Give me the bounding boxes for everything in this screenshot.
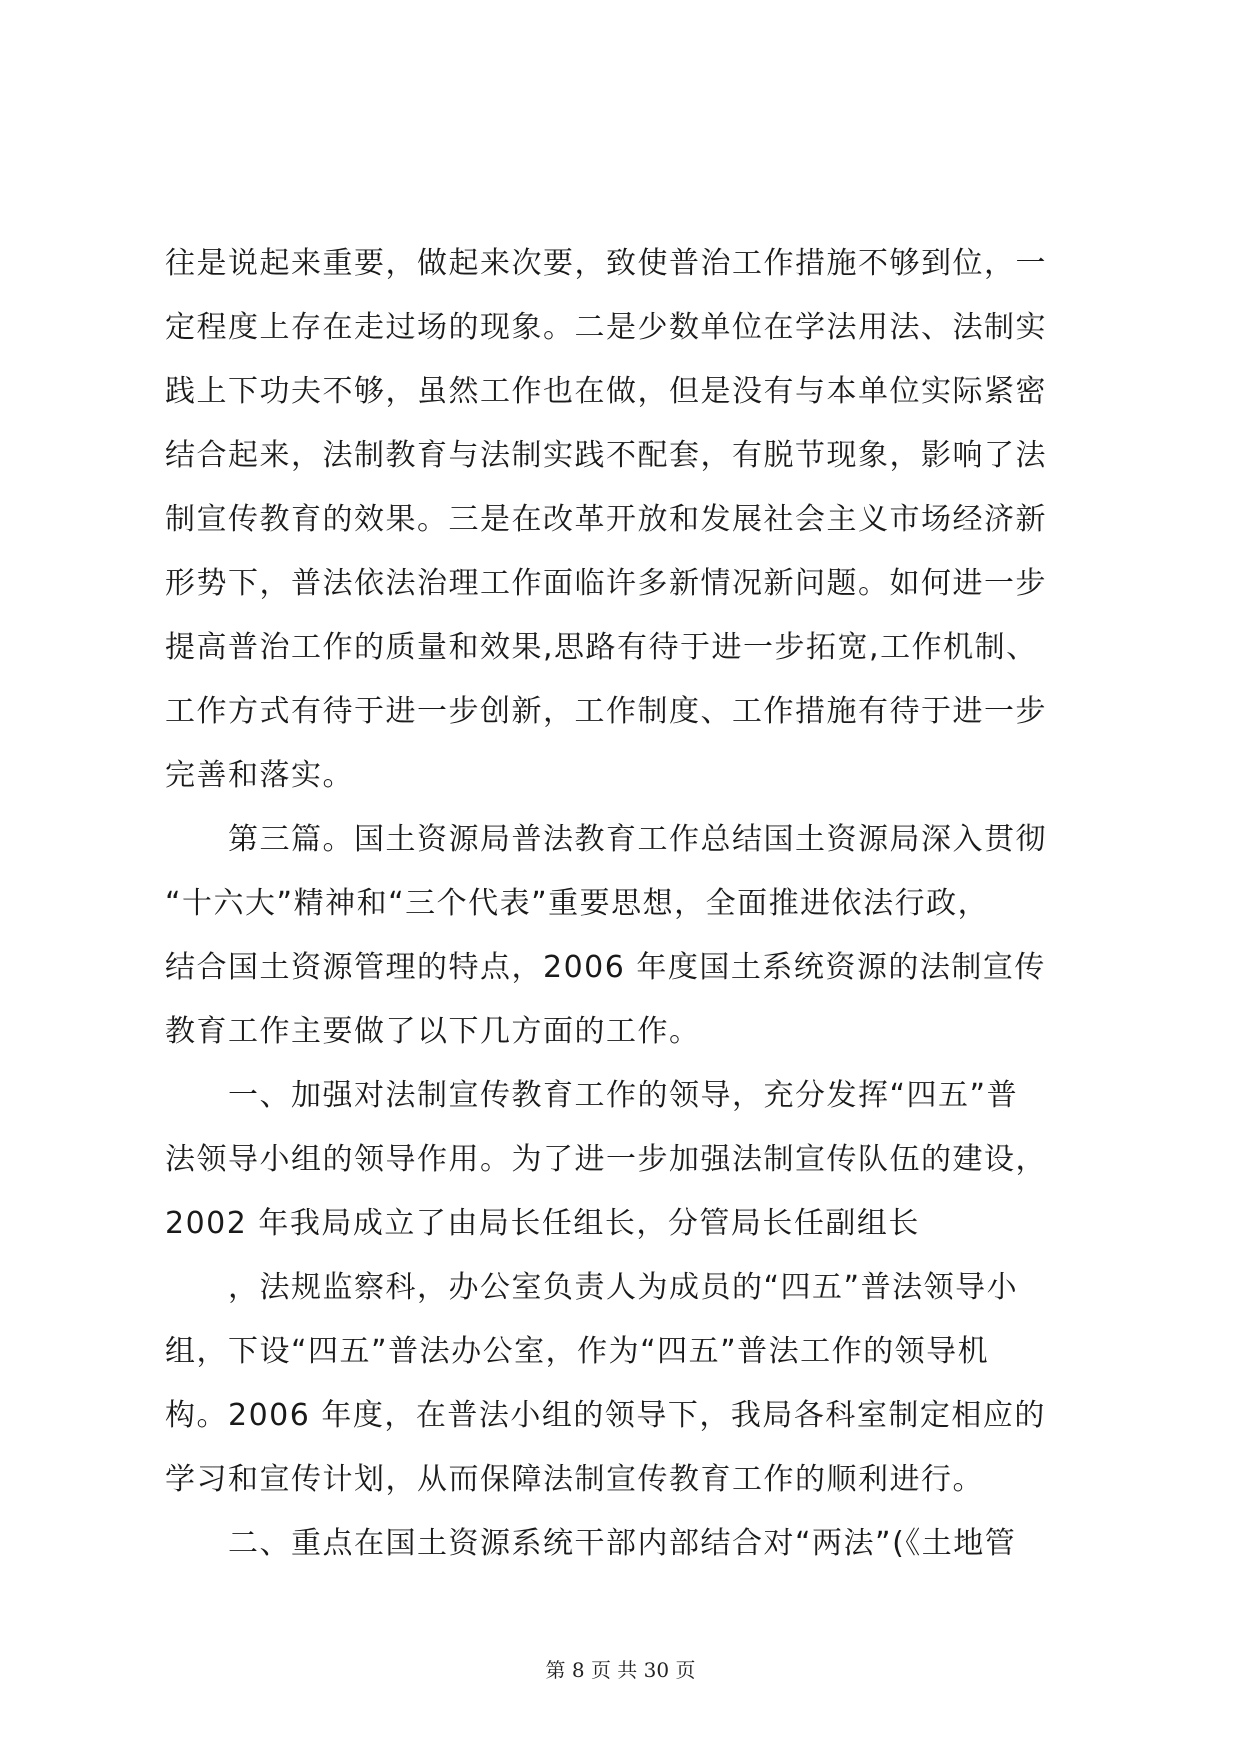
text-line: 二、重点在国土资源系统干部内部结合对“两法”(《土地管 (165, 1526, 1017, 1561)
text-line: 第三篇。国土资源局普法教育工作总结国土资源局深入贯彻 (165, 822, 1047, 857)
text-line: 教育工作主要做了以下几方面的工作。 (165, 1014, 701, 1049)
text-line: 制宣传教育的效果。三是在改革开放和发展社会主义市场经济新 (165, 502, 1047, 537)
text-line: 往是说起来重要，做起来次要，致使普治工作措施不够到位，一 (165, 246, 1047, 281)
text-line: 一、加强对法制宣传教育工作的领导，充分发挥“四五”普 (165, 1078, 1019, 1113)
page-number-footer: 第 8 页 共 30 页 (545, 1658, 696, 1682)
document-body (165, 232, 1085, 1576)
text-line: 提高普治工作的质量和效果,思路有待于进一步拓宽,工作机制、 (165, 630, 1038, 665)
text-line: 法领导小组的领导作用。为了进一步加强法制宣传队伍的建设， (165, 1142, 1047, 1177)
text-line: 结合起来，法制教育与法制实践不配套，有脱节现象，影响了法 (165, 438, 1047, 473)
text-line: 结合国土资源管理的特点，2006 年度国土系统资源的法制宣传 (165, 950, 1046, 985)
text-line: 定程度上存在走过场的现象。二是少数单位在学法用法、法制实 (165, 310, 1047, 345)
text-line: 工作方式有待于进一步创新，工作制度、工作措施有待于进一步 (165, 694, 1047, 729)
text-line: 完善和落实。 (165, 758, 354, 793)
text-line: 构。2006 年度，在普法小组的领导下，我局各科室制定相应的 (165, 1398, 1046, 1433)
text-line: 2002 年我局成立了由局长任组长，分管局长任副组长 (165, 1206, 920, 1241)
text-line: 组，下设“四五”普法办公室，作为“四五”普法工作的领导机 (165, 1334, 990, 1369)
text-line: 学习和宣传计划，从而保障法制宣传教育工作的顺利进行。 (165, 1462, 984, 1497)
text-line: 践上下功夫不够，虽然工作也在做，但是没有与本单位实际紧密 (165, 374, 1047, 409)
text-line: 形势下，普法依法治理工作面临许多新情况新问题。如何进一步 (165, 566, 1047, 601)
text-line: “十六大”精神和“三个代表”重要思想，全面推进依法行政， (165, 886, 990, 921)
text-line: ，法规监察科，办公室负责人为成员的“四五”普法领导小 (165, 1270, 1019, 1305)
